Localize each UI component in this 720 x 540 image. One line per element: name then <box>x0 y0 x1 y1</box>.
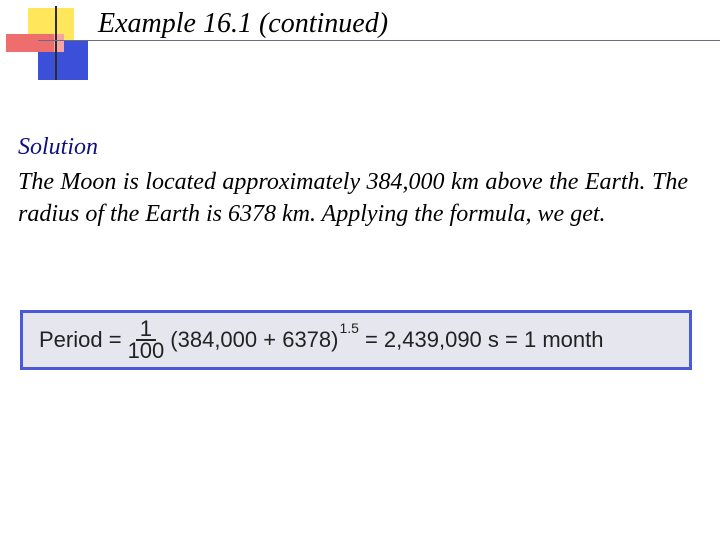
formula-result: = 2,439,090 s = 1 month <box>364 327 604 352</box>
decor-vertical-line <box>55 6 57 80</box>
solution-label: Solution <box>18 134 99 160</box>
formula-fraction <box>124 316 169 363</box>
formula-exponent: 1.5 <box>339 320 359 336</box>
decor-red-bar <box>6 34 54 52</box>
formula-lhs: Period = <box>39 327 122 352</box>
fraction-numerator: 1 <box>136 319 156 341</box>
fraction-denominator: 100 <box>127 338 165 363</box>
solution-paragraph: The Moon is located approximately 384,000 km above the Earth. The radius of the Earth is 6378 km. Applying the formula, we get. <box>18 169 688 227</box>
formula-base: (384,000 + 6378) <box>170 327 339 352</box>
decor-horizontal-line <box>38 40 720 41</box>
slide-title: Example 16.1 (continued) <box>98 8 389 39</box>
formula-box <box>20 310 692 370</box>
period-formula <box>39 313 603 367</box>
